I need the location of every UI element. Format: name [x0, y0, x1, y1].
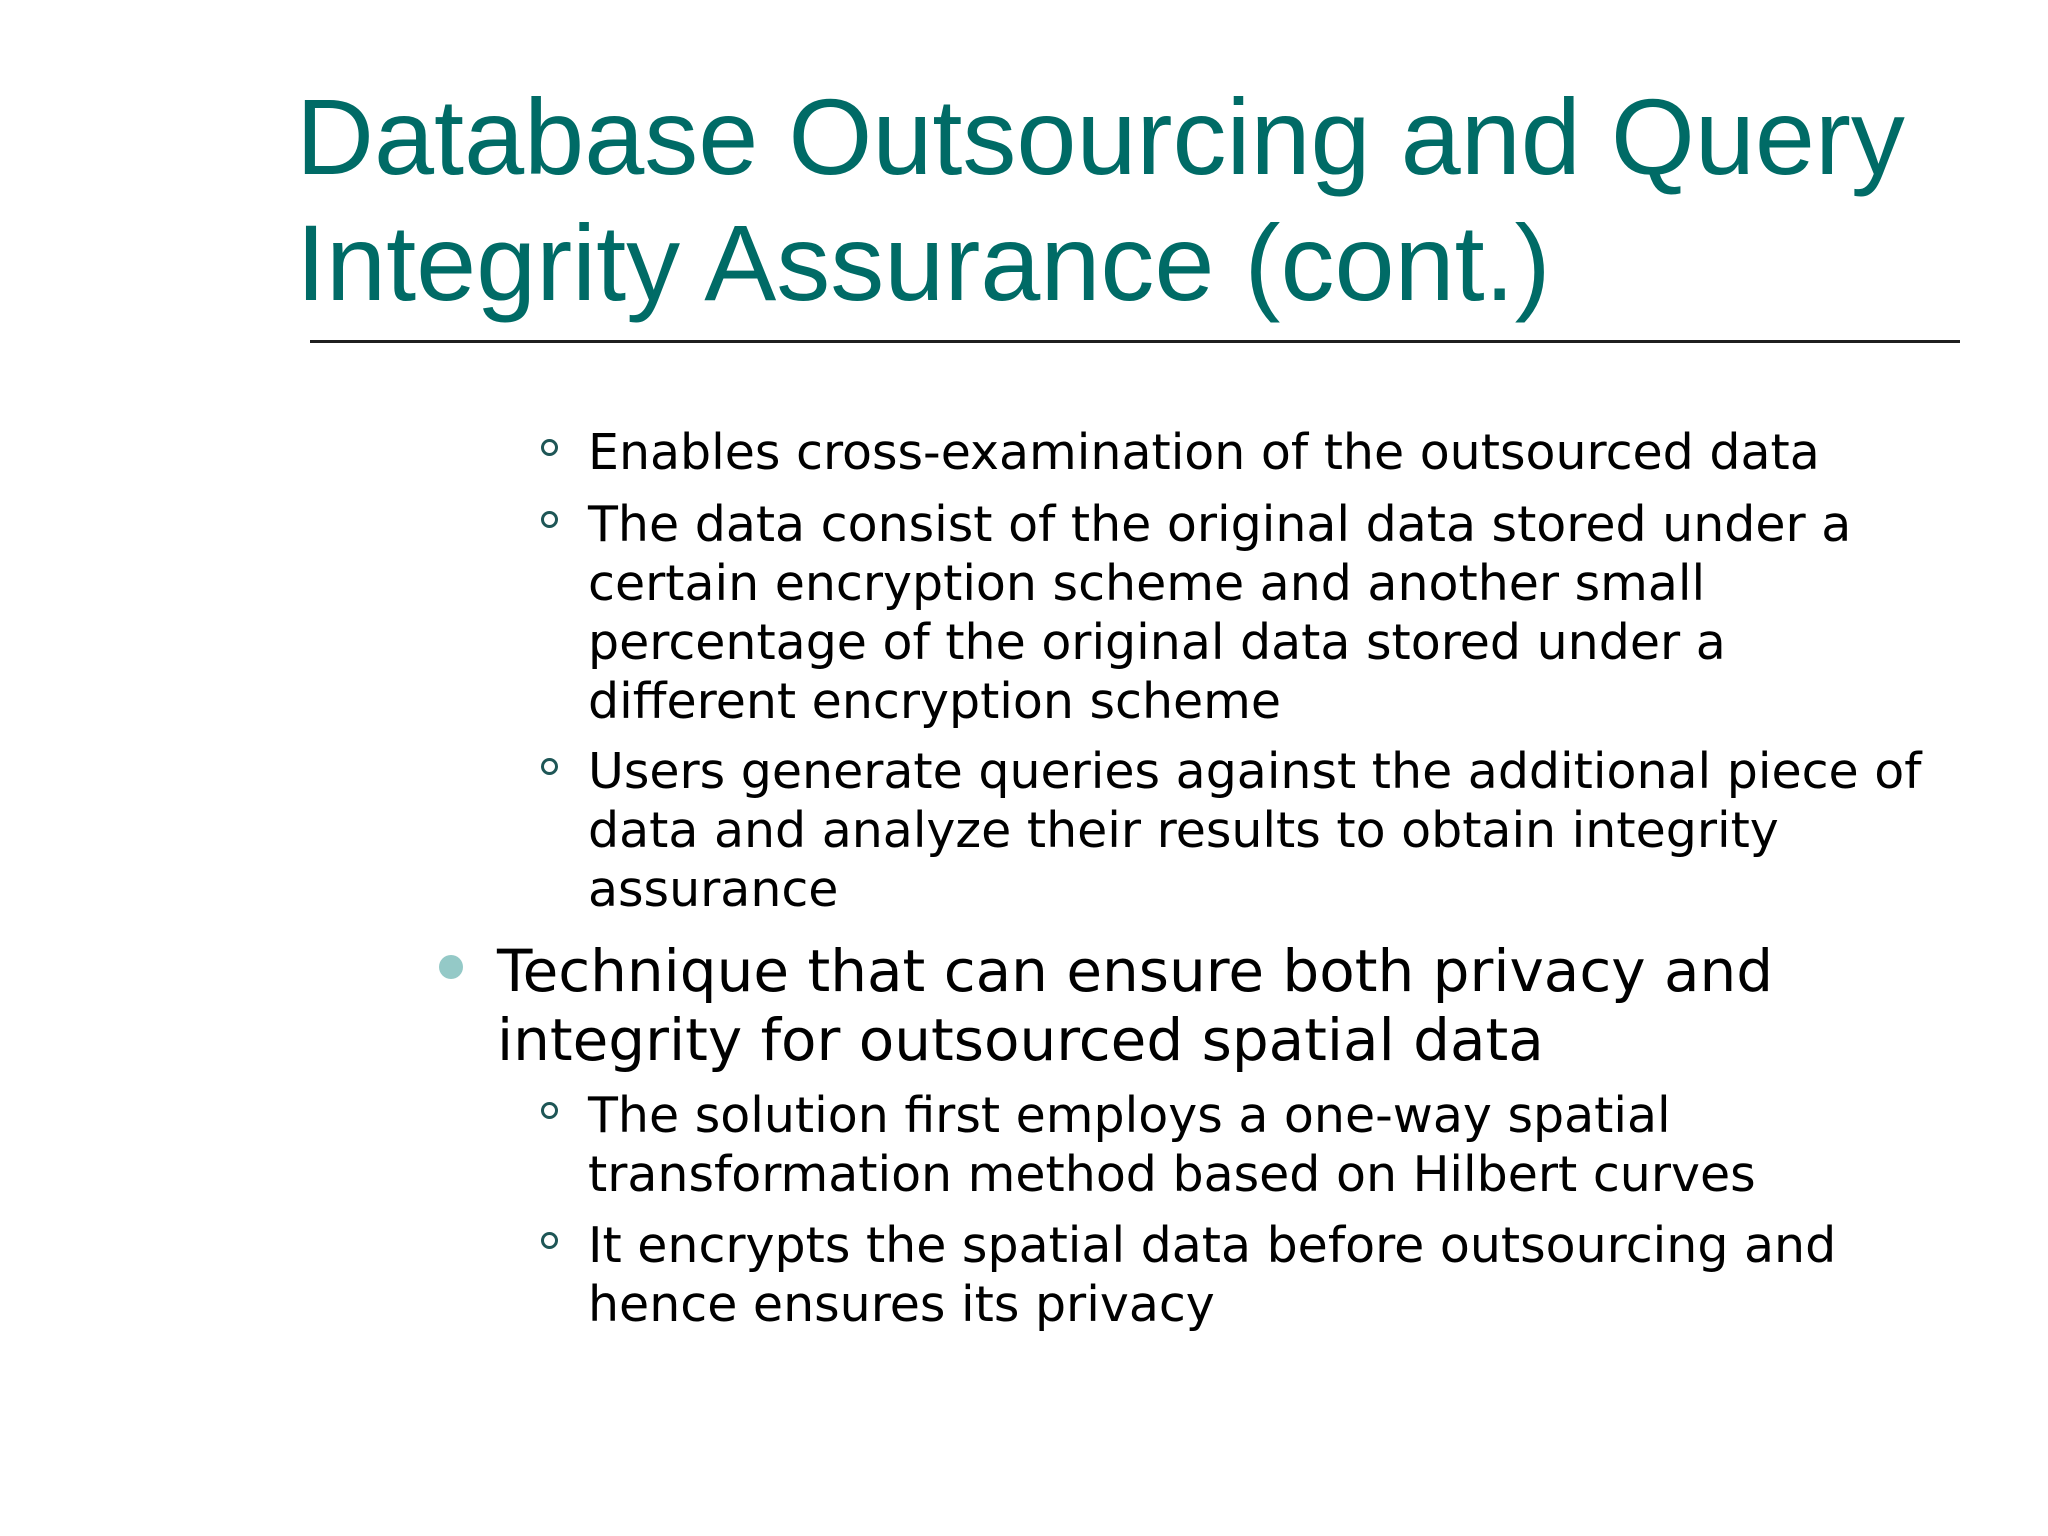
- title-line-2: Integrity Assurance (cont.): [296, 202, 1551, 323]
- list-item-line: Users generate queries against the additional piece of: [588, 743, 1922, 800]
- list-item-line: certain encryption scheme and another small: [588, 555, 1706, 612]
- list-item-line: Technique that can ensure both privacy and: [497, 937, 1774, 1005]
- hollow-circle-icon: [541, 1102, 558, 1119]
- list-item-line: percentage of the original data stored under a: [588, 614, 1726, 671]
- list-item-line: transformation method based on Hilbert curves: [588, 1146, 1756, 1203]
- list-item: [588, 495, 2028, 731]
- list-item: [497, 937, 1997, 1075]
- hollow-circle-icon: [541, 758, 558, 775]
- hollow-circle-icon: [541, 439, 558, 456]
- title-line-1: Database Outsourcing and Query: [296, 76, 1905, 197]
- list-item-line: integrity for outsourced spatial data: [497, 1006, 1544, 1074]
- list-item-line: different encryption scheme: [588, 673, 1282, 730]
- list-item-line: assurance: [588, 861, 839, 918]
- filled-dot-icon: [439, 955, 463, 979]
- list-item: [588, 742, 2028, 919]
- hollow-circle-icon: [541, 511, 558, 528]
- list-item-line: The data consist of the original data stored under a: [588, 496, 1852, 553]
- hollow-circle-icon: [541, 1232, 558, 1249]
- list-item: [588, 423, 2028, 482]
- list-item-line: Enables cross-examination of the outsourced data: [588, 424, 1820, 481]
- list-item: [588, 1086, 2028, 1204]
- list-item-line: It encrypts the spatial data before outsourcing and: [588, 1217, 1837, 1274]
- list-item-line: The solution first employs a one-way spatial: [588, 1087, 1671, 1144]
- list-item-line: data and analyze their results to obtain integrity: [588, 802, 1779, 859]
- list-item: [588, 1216, 2028, 1334]
- list-item-line: hence ensures its privacy: [588, 1276, 1215, 1333]
